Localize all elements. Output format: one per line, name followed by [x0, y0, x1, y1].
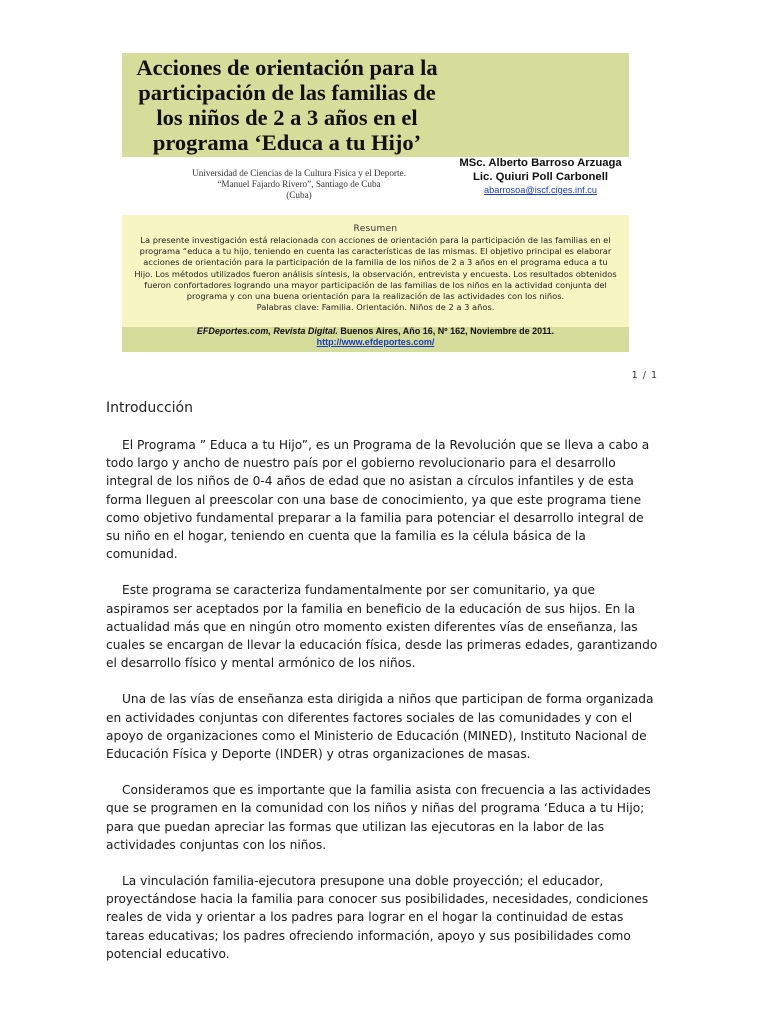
abstract-keywords: Palabras clave: Familia. Orientación. Niños de 2 a 3 años.	[256, 302, 495, 313]
abstract-box	[122, 215, 629, 352]
abstract-text: La presente investigación está relacionada con acciones de orientación para la participación de las familias en el programa “educa a tu hijo, teniendo en cuenta las características de las mismas. El objetivo principal es elaborar acciones de orientación para la participación de la familia de los niños de 2 a 3 años en el programa educa a tu Hijo. Los métodos utilizados fueron análisis síntesis, la observación, entrevista y encuesta. Los resultados obtenidos fueron confortadores logrando una mayor participación de las familias de los niños en la actividad conjunta del programa y con una buena orientación para la realización de las actividades con los niños.	[134, 235, 617, 302]
section-title: Introducción	[106, 400, 193, 416]
author-email-link[interactable]: abarrosoa@iscf.ciges.inf.cu	[484, 185, 597, 195]
author-name: MSc. Alberto Barroso Arzuaga	[459, 157, 622, 169]
article-body	[106, 436, 661, 981]
paragraph: Consideramos que es importante que la familia asista con frecuencia a las actividades que se programen en la comunidad con los niños y niñas del programa ‘Educa a tu Hijo; para que puedan apreciar las formas que utilizan las ejecutoras en la labor de las actividades conjuntas con los niños.	[106, 783, 651, 852]
title-box	[122, 53, 629, 157]
article-title: Acciones de orientación para la participación de las familias de los niños de 2 a 3 años en el programa ‘Educa a tu Hijo’	[136, 55, 438, 155]
citation-url-link[interactable]: http://www.efdeportes.com/	[316, 337, 435, 347]
affiliation-line: (Cuba)	[286, 190, 312, 200]
affiliation	[170, 168, 428, 201]
article-header	[122, 53, 629, 352]
abstract-title: Resumen	[353, 224, 398, 234]
paragraph: Una de las vías de enseñanza esta dirigida a niños que participan de forma organizada en actividades conjuntas con diferentes factores sociales de las comunidades y con el apoyo de organizaciones como el Ministerio de Educación (MINED), Instituto Nacional de Educación Física y Deporte (INDER) y otras organizaciones de masas.	[106, 692, 654, 762]
page-number: 1 / 1	[631, 370, 658, 381]
paragraph: El Programa ” Educa a tu Hijo”, es un Programa de la Revolución que se lleva a cabo a todo largo y ancho de nuestro país por el gobierno revolucionario para el desarrollo integral de los niños de 0-4 años de edad que no asistan a círculos infantiles y de esta forma lleguen al preescolar con una base de conocimiento, ya que este programa tiene como objetivo fundamental preparar a la familia para potenciar el desarrollo integral de su niño en el hogar, teniendo en cuenta que la familia es la célula básica de la comunidad.	[106, 438, 650, 562]
citation	[182, 326, 569, 348]
paragraph: La vinculación familia-ejecutora presupone una doble proyección; el educador, proyectándose hacia la familia para conocer sus posibilidades, necesidades, condiciones reales de vida y orientar a los padres para lograr en el hogar la continuidad de estas tareas educativas; los padres ofreciendo información, apoyo y sus posibilidades como potencial educativo.	[106, 874, 649, 961]
abstract-body	[134, 235, 617, 313]
authors	[452, 156, 629, 196]
citation-journal: EFDeportes.com, Revista Digital.	[196, 326, 338, 336]
affiliation-line: “Manuel Fajardo Rivero”, Santiago de Cuba	[217, 179, 381, 189]
paragraph: Este programa se caracteriza fundamentalmente por ser comunitario, ya que aspiramos ser aceptados por la familia en beneficio de la educación de sus hijos. En la actualidad más que en ningún otro momento existen diferentes vías de enseñanza, las cuales se encargan de llevar la educación física, desde las primeras edades, garantizando el desarrollo físico y mental armónico de los niños.	[106, 583, 658, 671]
author-name: Lic. Quiuri Poll Carbonell	[473, 171, 608, 183]
citation-details: Buenos Aires, Año 16, Nº 162, Noviembre de 2011.	[340, 326, 555, 336]
affiliation-line: Universidad de Ciencias de la Cultura Física y el Deporte.	[192, 168, 406, 178]
